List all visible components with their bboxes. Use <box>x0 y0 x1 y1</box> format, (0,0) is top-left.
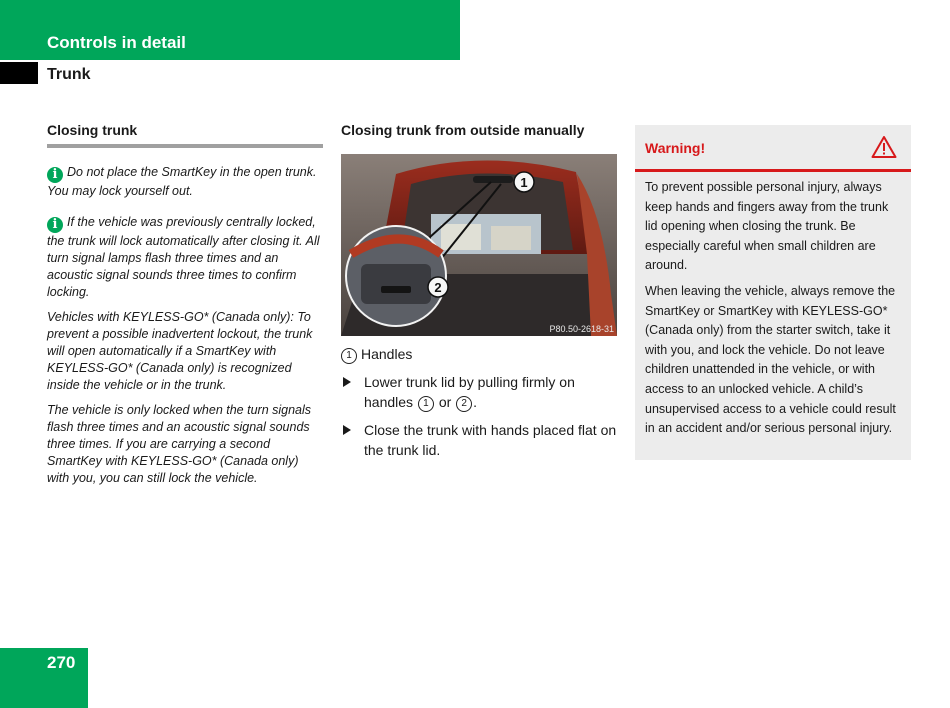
callout-2: 2 <box>434 280 442 295</box>
warning-triangle-icon <box>871 135 897 159</box>
info-icon: i <box>47 167 63 183</box>
info-icon: i <box>47 217 63 233</box>
number-2-icon: 2 <box>456 396 472 412</box>
trunk-illustration <box>341 154 617 336</box>
page-number: 270 <box>47 653 76 672</box>
warning-paragraph: When leaving the vehicle, always remove the SmartKey or SmartKey with KEYLESS-GO* (Canada only) from the starter switch, take it with you, and lock the vehicle. Do not leave children unattended in the vehicle, or with access to an unlocked vehicle. A child’s unsupervised access to a vehicle could result in an accident and/or serious personal injury. <box>645 283 896 436</box>
section-title: Trunk <box>47 66 91 83</box>
note-central-lock: i If the vehicle was previously centrally locked, the trunk will lock automatically after closing it. All turn signal lamps flash three times and an acoustic signal sounds three times to confirm locking. <box>47 215 320 299</box>
manual-closing-heading: Closing trunk from outside manually <box>341 122 585 138</box>
warning-box <box>635 125 911 460</box>
note-locked-confirm: The vehicle is only locked when the turn signals flash three times and an acoustic signal sounds three times. If you are carrying a second SmartKey with KEYLESS-GO* (Canada only) with you, you can still lock the vehicle. <box>47 403 312 485</box>
left-column <box>47 122 323 487</box>
photo-code: P80.50-2618-31 <box>549 324 614 334</box>
closing-trunk-heading: Closing trunk <box>47 122 323 148</box>
warning-body <box>635 172 911 439</box>
note-keyless-go: Vehicles with KEYLESS-GO* (Canada only): To prevent a possible inadvertent lockout, the trunk will open automatically if a SmartKey with KEYLESS-GO* (Canada only) is recognized inside the vehicle or in the trunk. <box>47 310 313 392</box>
number-1-icon: 1 <box>418 396 434 412</box>
callout-1: 1 <box>520 175 528 190</box>
triangle-bullet-icon <box>343 425 351 435</box>
trunk-photo <box>341 154 617 336</box>
step-lower-lid: Lower trunk lid by pulling firmly on handles 1 or 2 . <box>341 372 617 412</box>
legend-item <box>341 345 617 364</box>
warning-title: Warning! <box>645 140 706 156</box>
step-close-trunk: Close the trunk with hands placed flat on the trunk lid. <box>341 420 617 460</box>
middle-column <box>341 122 617 460</box>
legend-label: Handles <box>361 346 413 362</box>
triangle-bullet-icon <box>343 377 351 387</box>
note-smartkey: i Do not place the SmartKey in the open trunk. You may lock yourself out. <box>47 165 317 198</box>
number-1-icon: 1 <box>341 348 357 364</box>
warning-header <box>635 125 911 172</box>
chapter-title: Controls in detail <box>47 33 186 52</box>
section-marker <box>0 62 38 84</box>
warning-paragraph: To prevent possible personal injury, always keep hands and fingers away from the trunk lid opening when closing the trunk. Be especially careful when small children are around. <box>645 180 889 273</box>
